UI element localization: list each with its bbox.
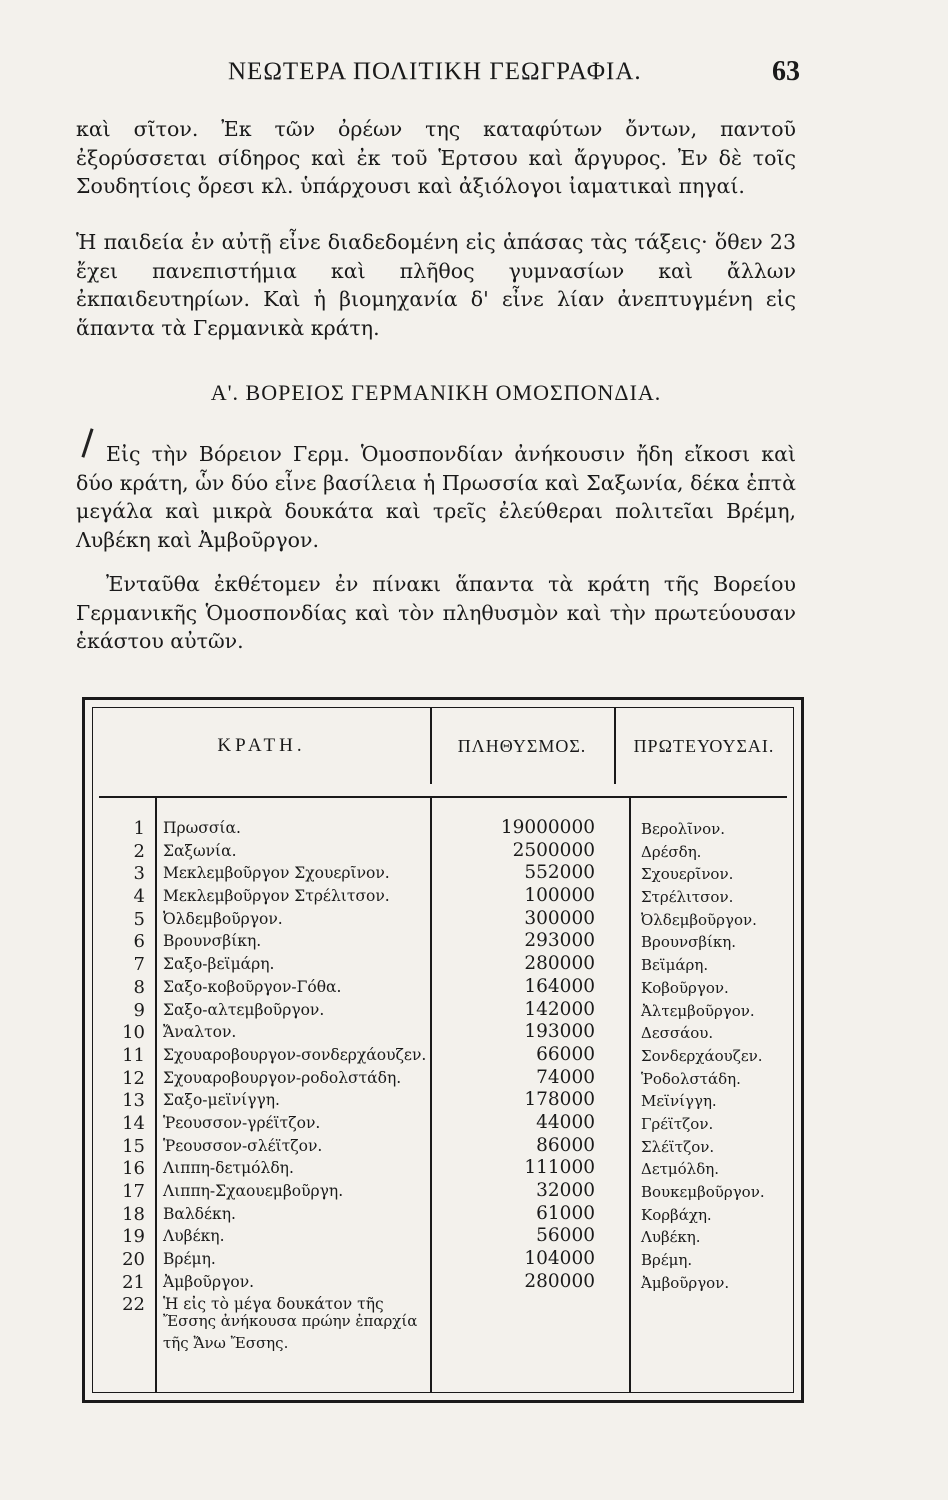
population-value: 293000 <box>524 930 595 952</box>
population-value: 280000 <box>524 953 595 975</box>
table-row <box>93 841 799 864</box>
state-name: Σαξο-κοβοῦργον-Γόθα. <box>163 977 342 996</box>
population-value: 19000000 <box>500 817 595 838</box>
capital-name: Δετμόλδη. <box>641 1160 719 1179</box>
capital-name: Βρέμη. <box>641 1251 693 1270</box>
state-name: Μεκλεμβοῦργον Στρέλιτσον. <box>163 887 390 906</box>
row-number: 12 <box>122 1067 145 1089</box>
state-name: Λιππη-δετμόλδη. <box>163 1159 294 1178</box>
row-number: 10 <box>122 1022 145 1044</box>
state-name: Σαξο-βεϊμάρη. <box>163 955 275 974</box>
state-name: Βαλδέκη. <box>163 1204 236 1223</box>
capital-name: Ὀλδεμβοῦργον. <box>641 910 757 929</box>
state-name: Βρουνσβίκη. <box>163 932 262 951</box>
capital-name: Σχουερῖνον. <box>641 865 734 884</box>
note-line: Ἔσσης ἀνήκουσα πρώην ἐπαρχία <box>163 1312 418 1330</box>
page-number: 63 <box>772 56 800 87</box>
population-value: 2500000 <box>512 839 595 861</box>
row-number: 7 <box>133 954 145 976</box>
state-name: Σχουαροβουργον-ροδολστάδη. <box>163 1068 402 1087</box>
table-row <box>93 1249 799 1272</box>
row-number: 21 <box>122 1271 145 1293</box>
capital-name: Λυβέκη. <box>641 1228 701 1247</box>
population-value: 74000 <box>536 1066 595 1088</box>
table-row <box>93 1272 799 1295</box>
table-row <box>93 954 799 977</box>
population-value: 280000 <box>524 1270 595 1292</box>
state-name: Ὀλδεμβοῦργον. <box>163 909 283 928</box>
state-name: Ἄναλτον. <box>163 1023 237 1042</box>
capital-name: Γρέϊτζον. <box>641 1114 714 1133</box>
row-number: 6 <box>133 931 145 953</box>
paragraph-states: Εἰς τὴν Βόρειον Γερμ. Ὁμοσπονδίαν ἀνήκουσιν ἤδη εἴκοσι καὶ δύο κράτη, ὧν δύο εἶνε βασίλεια ἡ Πρωσσία καὶ Σαξωνία, δέκα ἑπτὰ μεγάλα καὶ μικρὰ δουκάτα καὶ τρεῖς ἐλεύθεραι πολιτεῖαι Βρέμη, Λυβέκη καὶ Ἀμβοῦργον. <box>76 442 796 552</box>
row-number: 3 <box>133 863 145 885</box>
population-value: 142000 <box>524 998 595 1020</box>
row-number: 4 <box>133 886 145 908</box>
population-value: 86000 <box>536 1134 595 1156</box>
table-row <box>93 1226 799 1249</box>
capital-name: Ἀμβοῦργον. <box>641 1273 730 1292</box>
row-22-note <box>163 1310 417 1354</box>
population-value: 56000 <box>536 1225 595 1247</box>
table-row <box>93 909 799 932</box>
state-name: Λυβέκη. <box>163 1227 225 1246</box>
row-number: 20 <box>122 1249 145 1271</box>
capital-name: Κορβάχη. <box>641 1205 712 1224</box>
table-row <box>93 818 799 841</box>
header-divider <box>614 708 616 784</box>
population-value: 32000 <box>536 1180 595 1201</box>
state-name: Μεκλεμβοῦργον Σχουερῖνον. <box>163 864 390 883</box>
table-row <box>93 1090 799 1113</box>
population-value: 193000 <box>524 1021 595 1043</box>
row-number: 17 <box>122 1181 145 1202</box>
state-name: Σαξο-αλτεμβοῦργον. <box>163 1000 325 1019</box>
capital-name: Βουκεμβοῦργον. <box>641 1183 765 1201</box>
state-name: Ἡ εἰς τὸ μέγα δουκάτον τῆς <box>163 1295 384 1314</box>
state-name: Πρωσσία. <box>163 819 241 837</box>
table-row <box>93 1113 799 1136</box>
population-value: 178000 <box>524 1089 595 1111</box>
population-value: 111000 <box>524 1157 595 1179</box>
paragraph-minerals: καὶ σῖτον. Ἐκ τῶν ὀρέων της καταφύτων ὄντων, παντοῦ ἐξορύσσεται σίδηρος καὶ ἐκ τοῦ Ἑρτσου καὶ ἄργυρος. Ἐν δὲ τοῖς Σουδητίοις ὄρεσι κλ. ὑπάρχουσι καὶ ἀξιόλογοι ἰαματικαὶ πηγαί. <box>76 117 796 198</box>
capital-name: Ῥοδολστάδη. <box>641 1069 741 1088</box>
capital-name: Μεϊνίγγη. <box>641 1092 717 1111</box>
population-value: 164000 <box>524 975 595 997</box>
row-number: 22 <box>122 1294 145 1316</box>
population-value: 44000 <box>536 1111 595 1133</box>
row-number: 5 <box>133 908 145 930</box>
row-number: 15 <box>122 1135 145 1157</box>
capital-name: Δρέσδη. <box>641 842 702 861</box>
state-name: Ἀμβοῦργον. <box>163 1272 255 1291</box>
note-line: τῆς Ἄνω Ἔσσης. <box>163 1334 289 1352</box>
state-name: Σαξωνία. <box>163 841 237 860</box>
table-row <box>93 1068 799 1091</box>
row-number: 13 <box>122 1090 145 1112</box>
row-number: 11 <box>122 1044 145 1066</box>
capital-name: Σλέϊτζον. <box>641 1137 715 1156</box>
states-table <box>82 697 804 1403</box>
header-population: ΠΛΗΘΥΣΜΟΣ. <box>457 735 587 756</box>
table-row <box>93 863 799 886</box>
capital-name: Στρέλιτσον. <box>641 888 734 907</box>
capital-name: Δεσσάου. <box>641 1024 714 1043</box>
table-row <box>93 1158 799 1181</box>
header-rule <box>99 796 787 798</box>
capital-name: Ἀλτεμβοῦργον. <box>641 1001 755 1020</box>
table-row <box>93 1204 799 1227</box>
table-inner-border <box>92 707 794 1393</box>
state-name: Σαξο-μεϊνίγγη. <box>163 1091 280 1110</box>
capital-name: Βρουνσβίκη. <box>641 933 737 952</box>
population-value: 61000 <box>536 1202 595 1224</box>
capital-name: Κοβοῦργον. <box>641 978 729 997</box>
header-divider <box>430 708 432 784</box>
population-value: 300000 <box>524 907 595 929</box>
table-row <box>93 1136 799 1159</box>
running-title: ΝΕΩΤΕΡΑ ΠΟΛΙΤΙΚΗ ΓΕΩΓΡΑΦΙΑ. <box>228 58 642 85</box>
row-number: 19 <box>122 1226 145 1248</box>
row-number: 8 <box>133 976 145 998</box>
page-header <box>80 58 800 94</box>
capital-name: Βερολῖνον. <box>641 820 726 838</box>
paragraph-table-intro: Ἐνταῦθα ἐκθέτομεν ἐν πίνακι ἅπαντα τὰ κράτη τῆς Βορείου Γερμανικῆς Ὁμοσπονδίας καὶ τὸν πληθυσμὸν καὶ τὴν πρωτεύουσαν ἑκάστου αὐτῶν. <box>76 572 796 653</box>
capital-name: Σονδερχάουζεν. <box>641 1046 763 1065</box>
population-value: 104000 <box>524 1248 595 1270</box>
population-value: 100000 <box>524 885 595 907</box>
table-row <box>93 1181 799 1204</box>
population-value: 66000 <box>536 1043 595 1065</box>
row-number: 14 <box>122 1112 145 1134</box>
state-name: Σχουαροβουργον-σονδερχάουζεν. <box>163 1045 427 1064</box>
table-row <box>93 1022 799 1045</box>
table-row <box>93 1000 799 1023</box>
row-number: 2 <box>133 840 145 862</box>
row-number: 9 <box>133 999 145 1021</box>
section-title: Α'. ΒΟΡΕΙΟΣ ΓΕΡΜΑΝΙΚΗ ΟΜΟΣΠΟΝΔΙΑ. <box>210 380 662 405</box>
paragraph-education: Ἡ παιδεία ἐν αὐτῇ εἶνε διαδεδομένη εἰς ἁπάσας τὰς τάξεις· ὅθεν 23 ἔχει πανεπιστήμια καὶ πλῆθος γυμνασίων καὶ ἄλλων ἐκπαιδευτηρίων. Καὶ ἡ βιομηχανία δ' εἶνε λίαν ἀνεπτυγμένη εἰς ἅπαντα τὰ Γερμανικὰ κράτη. <box>76 230 796 340</box>
table-row <box>93 977 799 1000</box>
header-states: ΚΡΑΤΗ. <box>217 735 306 756</box>
row-number: 1 <box>133 818 145 839</box>
state-name: Ῥεουσσον-γρέϊτζον. <box>163 1113 321 1132</box>
row-number: 16 <box>122 1158 145 1180</box>
state-name: Λιππη-Σχαουεμβοῦργη. <box>163 1182 344 1200</box>
header-capitals: ΠΡΩΤΕΥΟΥΣΑΙ. <box>633 735 775 756</box>
table-row <box>93 886 799 909</box>
row-number: 18 <box>122 1203 145 1225</box>
state-name: Ῥεουσσον-σλέϊτζον. <box>163 1136 323 1155</box>
population-value: 552000 <box>524 862 595 884</box>
table-row <box>93 931 799 954</box>
table-row <box>93 1045 799 1068</box>
table-body <box>93 818 799 1317</box>
state-name: Βρέμη. <box>163 1250 216 1269</box>
capital-name: Βεϊμάρη. <box>641 956 709 975</box>
